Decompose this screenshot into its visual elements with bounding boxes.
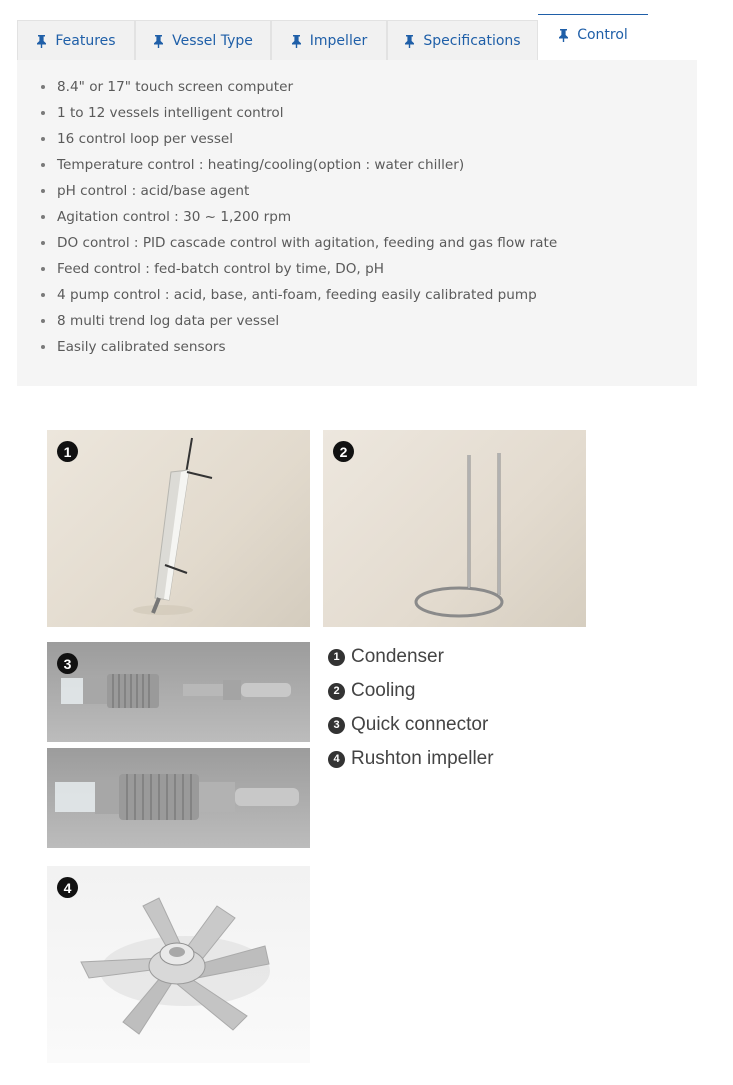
- cooling-coil-illustration: [323, 430, 586, 627]
- list-item: Easily calibrated sensors: [39, 334, 697, 360]
- tab-bar: [17, 14, 697, 60]
- legend-label: Quick connector: [351, 714, 489, 735]
- pushpin-icon: [558, 28, 569, 42]
- legend-number: 4: [328, 751, 345, 768]
- tab-label: Control: [577, 26, 628, 43]
- legend-number: 3: [328, 717, 345, 734]
- tab-label: Vessel Type: [172, 32, 253, 49]
- list-item: Temperature control : heating/cooling(option : water chiller): [39, 152, 697, 178]
- list-item: 1 to 12 vessels intelligent control: [39, 100, 697, 126]
- tab-panel-control: [17, 60, 697, 386]
- list-item: DO control : PID cascade control with agitation, feeding and gas flow rate: [39, 230, 697, 256]
- list-item: 16 control loop per vessel: [39, 126, 697, 152]
- legend-label: Rushton impeller: [351, 748, 494, 769]
- legend-label: Condenser: [351, 646, 444, 667]
- list-item: pH control : acid/base agent: [39, 178, 697, 204]
- number-badge: 4: [57, 877, 78, 898]
- cooling-photo: [323, 430, 586, 627]
- tab-control[interactable]: [538, 14, 648, 60]
- list-item: 8 multi trend log data per vessel: [39, 308, 697, 334]
- list-item: 8.4" or 17" touch screen computer: [39, 74, 697, 100]
- pushpin-icon: [36, 34, 47, 48]
- number-badge: 2: [333, 441, 354, 462]
- legend-label: Cooling: [351, 680, 416, 701]
- tab-label: Impeller: [309, 32, 368, 49]
- number-badge: 3: [57, 653, 78, 674]
- rushton-impeller-illustration: [47, 866, 310, 1063]
- legend-item-condenser: [328, 640, 494, 674]
- legend-number: 2: [328, 683, 345, 700]
- photo-legend: [328, 640, 494, 776]
- list-item: 4 pump control : acid, base, anti-foam, feeding easily calibrated pump: [39, 282, 697, 308]
- quick-connector-joined-illustration: [47, 748, 310, 848]
- legend-number: 1: [328, 649, 345, 666]
- pushpin-icon: [153, 34, 164, 48]
- pushpin-icon: [291, 34, 302, 48]
- quick-connector-illustration: [47, 642, 310, 742]
- tab-features[interactable]: [17, 20, 135, 60]
- list-item: Agitation control : 30 ~ 1,200 rpm: [39, 204, 697, 230]
- number-badge: 1: [57, 441, 78, 462]
- tab-specifications[interactable]: [387, 20, 538, 60]
- quick-connector-photo-joined: [47, 748, 310, 848]
- condenser-illustration: [47, 430, 310, 627]
- tab-label: Features: [55, 32, 116, 49]
- tab-impeller[interactable]: [271, 20, 387, 60]
- legend-item-cooling: [328, 674, 494, 708]
- tab-vessel-type[interactable]: [135, 20, 271, 60]
- rushton-impeller-photo: [47, 866, 310, 1063]
- tab-label: Specifications: [423, 32, 521, 49]
- legend-item-quick-connector: [328, 708, 494, 742]
- control-feature-list: [17, 60, 697, 360]
- condenser-photo: [47, 430, 310, 627]
- pushpin-icon: [404, 34, 415, 48]
- quick-connector-photo-separated: [47, 642, 310, 742]
- list-item: Feed control : fed-batch control by time, DO, pH: [39, 256, 697, 282]
- legend-item-rushton-impeller: [328, 742, 494, 776]
